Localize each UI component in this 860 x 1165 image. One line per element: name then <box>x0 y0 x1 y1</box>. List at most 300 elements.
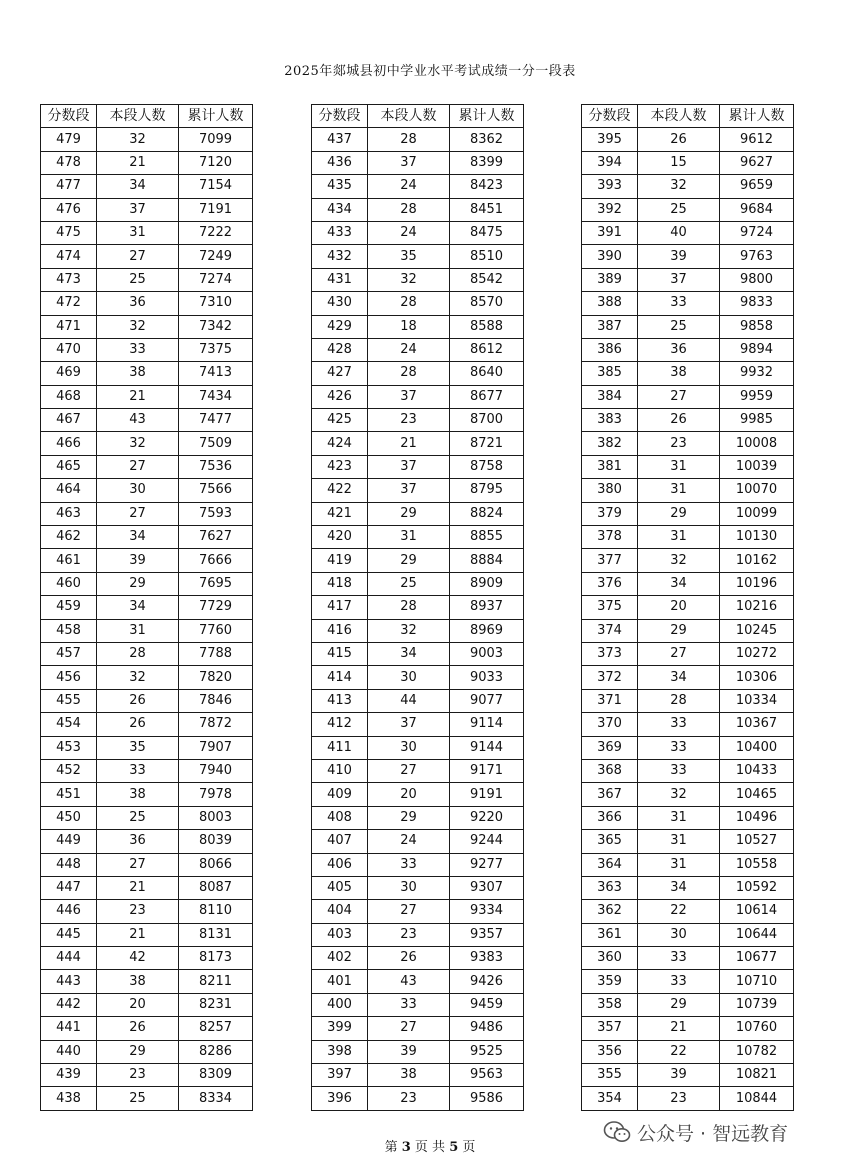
table-row <box>582 876 794 899</box>
score-cell: 356 <box>582 1040 638 1063</box>
count-cell: 21 <box>97 876 179 899</box>
count-cell: 25 <box>368 572 450 595</box>
table-row <box>582 151 794 174</box>
score-cell: 475 <box>41 221 97 244</box>
count-cell: 30 <box>97 479 179 502</box>
count-cell: 23 <box>638 432 720 455</box>
count-cell: 27 <box>368 1017 450 1040</box>
cumulative-cell: 7249 <box>179 245 253 268</box>
cumulative-cell: 8640 <box>450 362 524 385</box>
score-cell: 442 <box>41 993 97 1016</box>
table-row <box>312 596 524 619</box>
table-row <box>41 221 253 244</box>
score-cell: 388 <box>582 292 638 315</box>
score-cell: 432 <box>312 245 368 268</box>
table-row <box>312 268 524 291</box>
table-row <box>41 830 253 853</box>
cumulative-cell: 8909 <box>450 572 524 595</box>
count-cell: 15 <box>638 151 720 174</box>
count-cell: 28 <box>368 198 450 221</box>
cumulative-cell: 8884 <box>450 549 524 572</box>
table-row <box>41 947 253 970</box>
cumulative-cell: 10099 <box>720 502 794 525</box>
score-cell: 430 <box>312 292 368 315</box>
table-row <box>582 245 794 268</box>
footer-suffix: 页 <box>462 1140 476 1155</box>
score-cell: 420 <box>312 526 368 549</box>
table-row <box>312 385 524 408</box>
score-cell: 386 <box>582 338 638 361</box>
score-cell: 447 <box>41 876 97 899</box>
table-row <box>312 970 524 993</box>
table-row <box>312 128 524 151</box>
score-cell: 365 <box>582 830 638 853</box>
table-row <box>312 526 524 549</box>
score-cell: 434 <box>312 198 368 221</box>
table-row <box>582 409 794 432</box>
score-cell: 379 <box>582 502 638 525</box>
cumulative-cell: 8286 <box>179 1040 253 1063</box>
score-cell: 383 <box>582 409 638 432</box>
score-cell: 369 <box>582 736 638 759</box>
cumulative-cell: 8510 <box>450 245 524 268</box>
count-cell: 32 <box>368 268 450 291</box>
count-cell: 28 <box>368 292 450 315</box>
count-cell: 36 <box>97 830 179 853</box>
cumulative-cell: 10216 <box>720 596 794 619</box>
header-cumulative: 累计人数 <box>720 105 794 128</box>
cumulative-cell: 7760 <box>179 619 253 642</box>
count-cell: 27 <box>368 759 450 782</box>
cumulative-cell: 9003 <box>450 642 524 665</box>
table-row <box>41 900 253 923</box>
score-cell: 392 <box>582 198 638 221</box>
table-row <box>312 245 524 268</box>
count-cell: 29 <box>638 993 720 1016</box>
table-row <box>582 221 794 244</box>
table-row <box>582 268 794 291</box>
table-row <box>582 338 794 361</box>
score-cell: 397 <box>312 1064 368 1087</box>
score-cell: 428 <box>312 338 368 361</box>
table-row <box>41 502 253 525</box>
watermark-text: 公众号 · 智远教育 <box>637 1122 789 1145</box>
table-row <box>312 315 524 338</box>
table-row <box>312 923 524 946</box>
score-cell: 440 <box>41 1040 97 1063</box>
cumulative-cell: 9486 <box>450 1017 524 1040</box>
cumulative-cell: 10496 <box>720 806 794 829</box>
score-cell: 357 <box>582 1017 638 1040</box>
cumulative-cell: 7978 <box>179 783 253 806</box>
cumulative-cell: 10196 <box>720 572 794 595</box>
score-cell: 427 <box>312 362 368 385</box>
score-cell: 448 <box>41 853 97 876</box>
cumulative-cell: 10008 <box>720 432 794 455</box>
cumulative-cell: 7940 <box>179 759 253 782</box>
cumulative-cell: 8795 <box>450 479 524 502</box>
score-cell: 419 <box>312 549 368 572</box>
cumulative-cell: 8362 <box>450 128 524 151</box>
score-cell: 422 <box>312 479 368 502</box>
score-cell: 424 <box>312 432 368 455</box>
score-cell: 374 <box>582 619 638 642</box>
table-row <box>312 993 524 1016</box>
table-row <box>582 666 794 689</box>
cumulative-cell: 7375 <box>179 338 253 361</box>
cumulative-cell: 10527 <box>720 830 794 853</box>
count-cell: 37 <box>368 479 450 502</box>
count-cell: 32 <box>97 315 179 338</box>
count-cell: 36 <box>97 292 179 315</box>
table-row <box>312 736 524 759</box>
cumulative-cell: 8231 <box>179 993 253 1016</box>
count-cell: 23 <box>97 900 179 923</box>
cumulative-cell: 10334 <box>720 689 794 712</box>
cumulative-cell: 7154 <box>179 175 253 198</box>
cumulative-cell: 8173 <box>179 947 253 970</box>
table-row <box>312 642 524 665</box>
count-cell: 27 <box>97 245 179 268</box>
score-cell: 359 <box>582 970 638 993</box>
cumulative-cell: 9171 <box>450 759 524 782</box>
cumulative-cell: 9357 <box>450 923 524 946</box>
cumulative-cell: 8824 <box>450 502 524 525</box>
table-row <box>582 572 794 595</box>
table-row <box>41 479 253 502</box>
count-cell: 43 <box>97 409 179 432</box>
count-cell: 31 <box>638 830 720 853</box>
count-cell: 24 <box>368 830 450 853</box>
cumulative-cell: 9525 <box>450 1040 524 1063</box>
table-row <box>582 1064 794 1087</box>
score-cell: 453 <box>41 736 97 759</box>
count-cell: 24 <box>368 338 450 361</box>
table-row <box>582 596 794 619</box>
score-cell: 411 <box>312 736 368 759</box>
table-row <box>312 876 524 899</box>
table-row <box>312 806 524 829</box>
count-cell: 37 <box>97 198 179 221</box>
count-cell: 20 <box>97 993 179 1016</box>
cumulative-cell: 7509 <box>179 432 253 455</box>
score-cell: 467 <box>41 409 97 432</box>
score-cell: 405 <box>312 876 368 899</box>
table-row <box>41 572 253 595</box>
count-cell: 31 <box>97 619 179 642</box>
score-cell: 409 <box>312 783 368 806</box>
table-row <box>41 713 253 736</box>
cumulative-cell: 9858 <box>720 315 794 338</box>
score-cell: 395 <box>582 128 638 151</box>
table-row <box>312 1087 524 1110</box>
table-row <box>312 666 524 689</box>
score-cell: 470 <box>41 338 97 361</box>
table-row <box>582 830 794 853</box>
count-cell: 31 <box>638 479 720 502</box>
score-cell: 355 <box>582 1064 638 1087</box>
count-cell: 28 <box>638 689 720 712</box>
cumulative-cell: 9459 <box>450 993 524 1016</box>
score-cell: 466 <box>41 432 97 455</box>
table-row <box>582 689 794 712</box>
score-cell: 478 <box>41 151 97 174</box>
table-row <box>41 268 253 291</box>
score-cell: 450 <box>41 806 97 829</box>
table-row <box>41 619 253 642</box>
table-row <box>41 689 253 712</box>
score-cell: 385 <box>582 362 638 385</box>
count-cell: 33 <box>638 292 720 315</box>
score-cell: 396 <box>312 1087 368 1110</box>
cumulative-cell: 9244 <box>450 830 524 853</box>
count-cell: 27 <box>97 502 179 525</box>
count-cell: 34 <box>638 876 720 899</box>
table-row <box>582 947 794 970</box>
cumulative-cell: 10130 <box>720 526 794 549</box>
table-row <box>41 175 253 198</box>
table-row <box>582 923 794 946</box>
count-cell: 21 <box>97 385 179 408</box>
table-row <box>41 128 253 151</box>
cumulative-cell: 10465 <box>720 783 794 806</box>
score-cell: 412 <box>312 713 368 736</box>
cumulative-cell: 8087 <box>179 876 253 899</box>
count-cell: 36 <box>638 338 720 361</box>
count-cell: 33 <box>638 736 720 759</box>
score-cell: 443 <box>41 970 97 993</box>
count-cell: 27 <box>97 455 179 478</box>
count-cell: 27 <box>368 900 450 923</box>
count-cell: 29 <box>368 502 450 525</box>
score-cell: 387 <box>582 315 638 338</box>
cumulative-cell: 9959 <box>720 385 794 408</box>
cumulative-cell: 9586 <box>450 1087 524 1110</box>
table-row <box>582 900 794 923</box>
count-cell: 23 <box>638 1087 720 1110</box>
table-row <box>41 338 253 361</box>
cumulative-cell: 8937 <box>450 596 524 619</box>
count-cell: 31 <box>638 853 720 876</box>
score-cell: 437 <box>312 128 368 151</box>
table-row <box>312 619 524 642</box>
table-row <box>41 993 253 1016</box>
count-cell: 31 <box>368 526 450 549</box>
score-cell: 406 <box>312 853 368 876</box>
score-cell: 414 <box>312 666 368 689</box>
cumulative-cell: 8039 <box>179 830 253 853</box>
count-cell: 34 <box>97 596 179 619</box>
cumulative-cell: 8612 <box>450 338 524 361</box>
count-cell: 44 <box>368 689 450 712</box>
cumulative-cell: 8969 <box>450 619 524 642</box>
table-row <box>582 432 794 455</box>
table-header-row <box>312 105 524 128</box>
table-row <box>312 572 524 595</box>
footer-middle: 页 共 <box>414 1140 446 1155</box>
table-row <box>41 666 253 689</box>
cumulative-cell: 8423 <box>450 175 524 198</box>
score-cell: 401 <box>312 970 368 993</box>
table-row <box>41 549 253 572</box>
table-row <box>41 736 253 759</box>
score-cell: 378 <box>582 526 638 549</box>
cumulative-cell: 9724 <box>720 221 794 244</box>
table-row <box>41 853 253 876</box>
score-cell: 455 <box>41 689 97 712</box>
cumulative-cell: 8309 <box>179 1064 253 1087</box>
score-cell: 367 <box>582 783 638 806</box>
table-row <box>41 806 253 829</box>
count-cell: 39 <box>97 549 179 572</box>
score-cell: 399 <box>312 1017 368 1040</box>
table-row <box>312 221 524 244</box>
score-table-3 <box>581 104 794 1111</box>
count-cell: 32 <box>638 783 720 806</box>
cumulative-cell: 9659 <box>720 175 794 198</box>
table-row <box>41 923 253 946</box>
score-cell: 463 <box>41 502 97 525</box>
count-cell: 31 <box>638 455 720 478</box>
cumulative-cell: 8131 <box>179 923 253 946</box>
score-cell: 457 <box>41 642 97 665</box>
count-cell: 33 <box>638 947 720 970</box>
cumulative-cell: 9114 <box>450 713 524 736</box>
score-cell: 439 <box>41 1064 97 1087</box>
table-row <box>312 362 524 385</box>
count-cell: 30 <box>368 736 450 759</box>
table-row <box>582 526 794 549</box>
cumulative-cell: 8677 <box>450 385 524 408</box>
cumulative-cell: 8211 <box>179 970 253 993</box>
cumulative-cell: 7310 <box>179 292 253 315</box>
count-cell: 32 <box>638 549 720 572</box>
table-row <box>582 993 794 1016</box>
score-cell: 377 <box>582 549 638 572</box>
cumulative-cell: 8399 <box>450 151 524 174</box>
count-cell: 31 <box>638 526 720 549</box>
header-score: 分数段 <box>312 105 368 128</box>
score-cell: 431 <box>312 268 368 291</box>
count-cell: 34 <box>638 666 720 689</box>
count-cell: 29 <box>368 806 450 829</box>
table-row <box>312 479 524 502</box>
cumulative-cell: 9277 <box>450 853 524 876</box>
table-row <box>312 759 524 782</box>
cumulative-cell: 9627 <box>720 151 794 174</box>
table-row <box>312 175 524 198</box>
score-cell: 468 <box>41 385 97 408</box>
cumulative-cell: 9383 <box>450 947 524 970</box>
score-cell: 410 <box>312 759 368 782</box>
table-row <box>41 783 253 806</box>
table-row <box>41 292 253 315</box>
cumulative-cell: 7191 <box>179 198 253 221</box>
cumulative-cell: 8257 <box>179 1017 253 1040</box>
table-row <box>41 876 253 899</box>
score-cell: 425 <box>312 409 368 432</box>
cumulative-cell: 9191 <box>450 783 524 806</box>
table-row <box>582 128 794 151</box>
table-row <box>312 1040 524 1063</box>
count-cell: 25 <box>638 315 720 338</box>
count-cell: 26 <box>368 947 450 970</box>
footer-total-pages: 5 <box>449 1140 459 1155</box>
score-cell: 433 <box>312 221 368 244</box>
cumulative-cell: 9932 <box>720 362 794 385</box>
count-cell: 42 <box>97 947 179 970</box>
count-cell: 28 <box>368 596 450 619</box>
count-cell: 28 <box>97 642 179 665</box>
score-cell: 391 <box>582 221 638 244</box>
count-cell: 29 <box>638 619 720 642</box>
count-cell: 25 <box>638 198 720 221</box>
count-cell: 38 <box>97 783 179 806</box>
count-cell: 33 <box>97 759 179 782</box>
score-cell: 381 <box>582 455 638 478</box>
count-cell: 29 <box>638 502 720 525</box>
count-cell: 21 <box>97 151 179 174</box>
cumulative-cell: 7099 <box>179 128 253 151</box>
score-cell: 402 <box>312 947 368 970</box>
count-cell: 21 <box>97 923 179 946</box>
table-row <box>312 1064 524 1087</box>
table-row <box>582 619 794 642</box>
score-cell: 407 <box>312 830 368 853</box>
count-cell: 23 <box>368 1087 450 1110</box>
header-cumulative: 累计人数 <box>450 105 524 128</box>
cumulative-cell: 10821 <box>720 1064 794 1087</box>
count-cell: 34 <box>97 526 179 549</box>
cumulative-cell: 7477 <box>179 409 253 432</box>
cumulative-cell: 9985 <box>720 409 794 432</box>
count-cell: 37 <box>368 385 450 408</box>
header-cumulative: 累计人数 <box>179 105 253 128</box>
count-cell: 26 <box>638 128 720 151</box>
header-score: 分数段 <box>41 105 97 128</box>
cumulative-cell: 9033 <box>450 666 524 689</box>
count-cell: 34 <box>368 642 450 665</box>
count-cell: 38 <box>97 970 179 993</box>
count-cell: 30 <box>368 666 450 689</box>
score-cell: 436 <box>312 151 368 174</box>
score-cell: 477 <box>41 175 97 198</box>
score-cell: 429 <box>312 315 368 338</box>
score-cell: 408 <box>312 806 368 829</box>
count-cell: 29 <box>97 1040 179 1063</box>
count-cell: 27 <box>97 853 179 876</box>
cumulative-cell: 7788 <box>179 642 253 665</box>
score-cell: 426 <box>312 385 368 408</box>
header-count: 本段人数 <box>638 105 720 128</box>
cumulative-cell: 7222 <box>179 221 253 244</box>
score-cell: 459 <box>41 596 97 619</box>
cumulative-cell: 8721 <box>450 432 524 455</box>
cumulative-cell: 8855 <box>450 526 524 549</box>
table-row <box>312 432 524 455</box>
score-cell: 471 <box>41 315 97 338</box>
cumulative-cell: 10782 <box>720 1040 794 1063</box>
cumulative-cell: 9800 <box>720 268 794 291</box>
score-cell: 376 <box>582 572 638 595</box>
table-row <box>312 455 524 478</box>
count-cell: 33 <box>368 853 450 876</box>
cumulative-cell: 7593 <box>179 502 253 525</box>
table-row <box>582 1087 794 1110</box>
header-count: 本段人数 <box>368 105 450 128</box>
cumulative-cell: 7666 <box>179 549 253 572</box>
watermark <box>603 1117 788 1147</box>
